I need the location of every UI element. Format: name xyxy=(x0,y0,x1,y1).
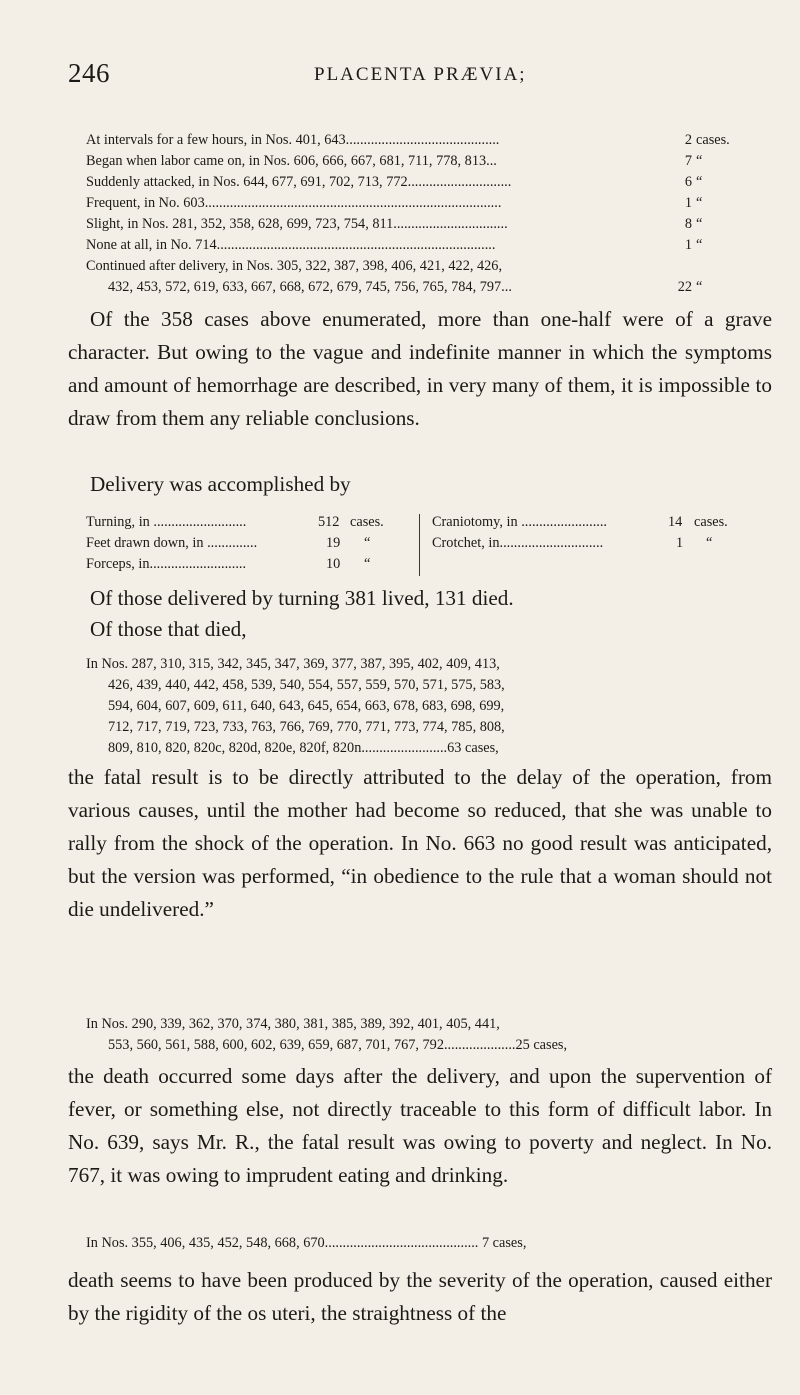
list-item: None at all, in No. 714.............................................................................. 1 “ xyxy=(86,237,703,253)
page-header xyxy=(68,58,768,98)
list-item: Crotchet, in............................. 1 “ xyxy=(432,535,713,551)
list-item: Forceps, in........................... 10 “ xyxy=(86,556,371,572)
list-item: At intervals for a few hours, in Nos. 401, 643........................................... 2 cases. xyxy=(86,132,730,148)
turning-result: Of those delivered by turning 381 lived, 131 died. xyxy=(90,586,514,610)
list-item: Frequent, in No. 603................................................................................... 1 “ xyxy=(86,195,703,211)
case-number-list: In Nos. 355, 406, 435, 452, 548, 668, 670........................................... 7 cases, xyxy=(86,1235,527,1251)
list-item-continued: Continued after delivery, in Nos. 305, 322, 387, 398, 406, 421, 422, 426, xyxy=(86,258,503,274)
paragraph: death seems to have been produced by the severity of the operation, caused either by the rigidity of the os uteri, the straightness of the xyxy=(68,1268,772,1325)
case-number-list: In Nos. 287, 310, 315, 342, 345, 347, 369, 377, 387, 395, 402, 409, 413, 426, 439, 440, 442, 458, 539, 540, 554, 557, 559, 570, 571, 575, 583, 594, 604, 607, 609, 611, 640, 643, 645, 654, 663, 678, 683, 698, 699, 712, 717, 719, 723, 733, 763, 766, 769, 770, 771, 773, 774, 785, 808, 809, 810, 820, 820c, 820d, 820e, 820f, 820n........................63 cases, xyxy=(86,656,505,756)
list-item: Began when labor came on, in Nos. 606, 666, 667, 681, 711, 778, 813... 7 “ xyxy=(86,153,703,169)
case-number-list: In Nos. 290, 339, 362, 370, 374, 380, 381, 385, 389, 392, 401, 405, 441, 553, 560, 561, 588, 600, 602, 639, 659, 687, 701, 767, 792....................25 cases, xyxy=(86,1016,568,1053)
paragraph: Of the 358 cases above enumerated, more than one-half were of a grave character. But owing to the vague and indefinite manner in which the symptoms and amount of hemorrhage are described, in very many of them, it is impossible to draw from them any reliable conclusions. xyxy=(68,307,772,430)
list-item: Slight, in Nos. 281, 352, 358, 628, 699, 723, 754, 811................................ 8 “ xyxy=(86,216,703,232)
list-item: Suddenly attacked, in Nos. 644, 677, 691, 702, 713, 772............................. 6 “ xyxy=(86,174,703,190)
list-item: Turning, in .......................... 512 cases. xyxy=(86,514,384,530)
list-item-continued-2: 432, 453, 572, 619, 633, 667, 668, 672, 679, 745, 756, 765, 784, 797... 22 “ xyxy=(108,279,703,295)
list-item: Craniotomy, in ........................ 14 cases. xyxy=(432,514,728,530)
running-title: PLACENTA PRÆVIA; xyxy=(314,64,527,85)
delivery-methods-left xyxy=(86,512,400,575)
delivery-methods-right xyxy=(432,512,744,554)
those-died: Of those that died, xyxy=(90,617,247,641)
paragraph: the fatal result is to be directly attributed to the delay of the operation, from various causes, until the mother had become so reduced, that she was unable to rally from the shock of the operation. In No. 663 no good result was anticipated, but the version was performed, “in obedience to the rule that a woman should not die undelivered.” xyxy=(68,765,772,921)
list-item: Feet drawn down, in .............. 19 “ xyxy=(86,535,371,551)
column-divider xyxy=(419,514,420,576)
delivery-intro: Delivery was accomplished by xyxy=(90,472,351,496)
paragraph: the death occurred some days after the delivery, and upon the supervention of fever, or something else, not directly traceable to this form of difficult labor. In No. 639, says Mr. R., the fatal result was owing to poverty and neglect. In No. 767, it was owing to imprudent eating and drinking. xyxy=(68,1064,772,1187)
page-number: 246 xyxy=(68,58,110,88)
